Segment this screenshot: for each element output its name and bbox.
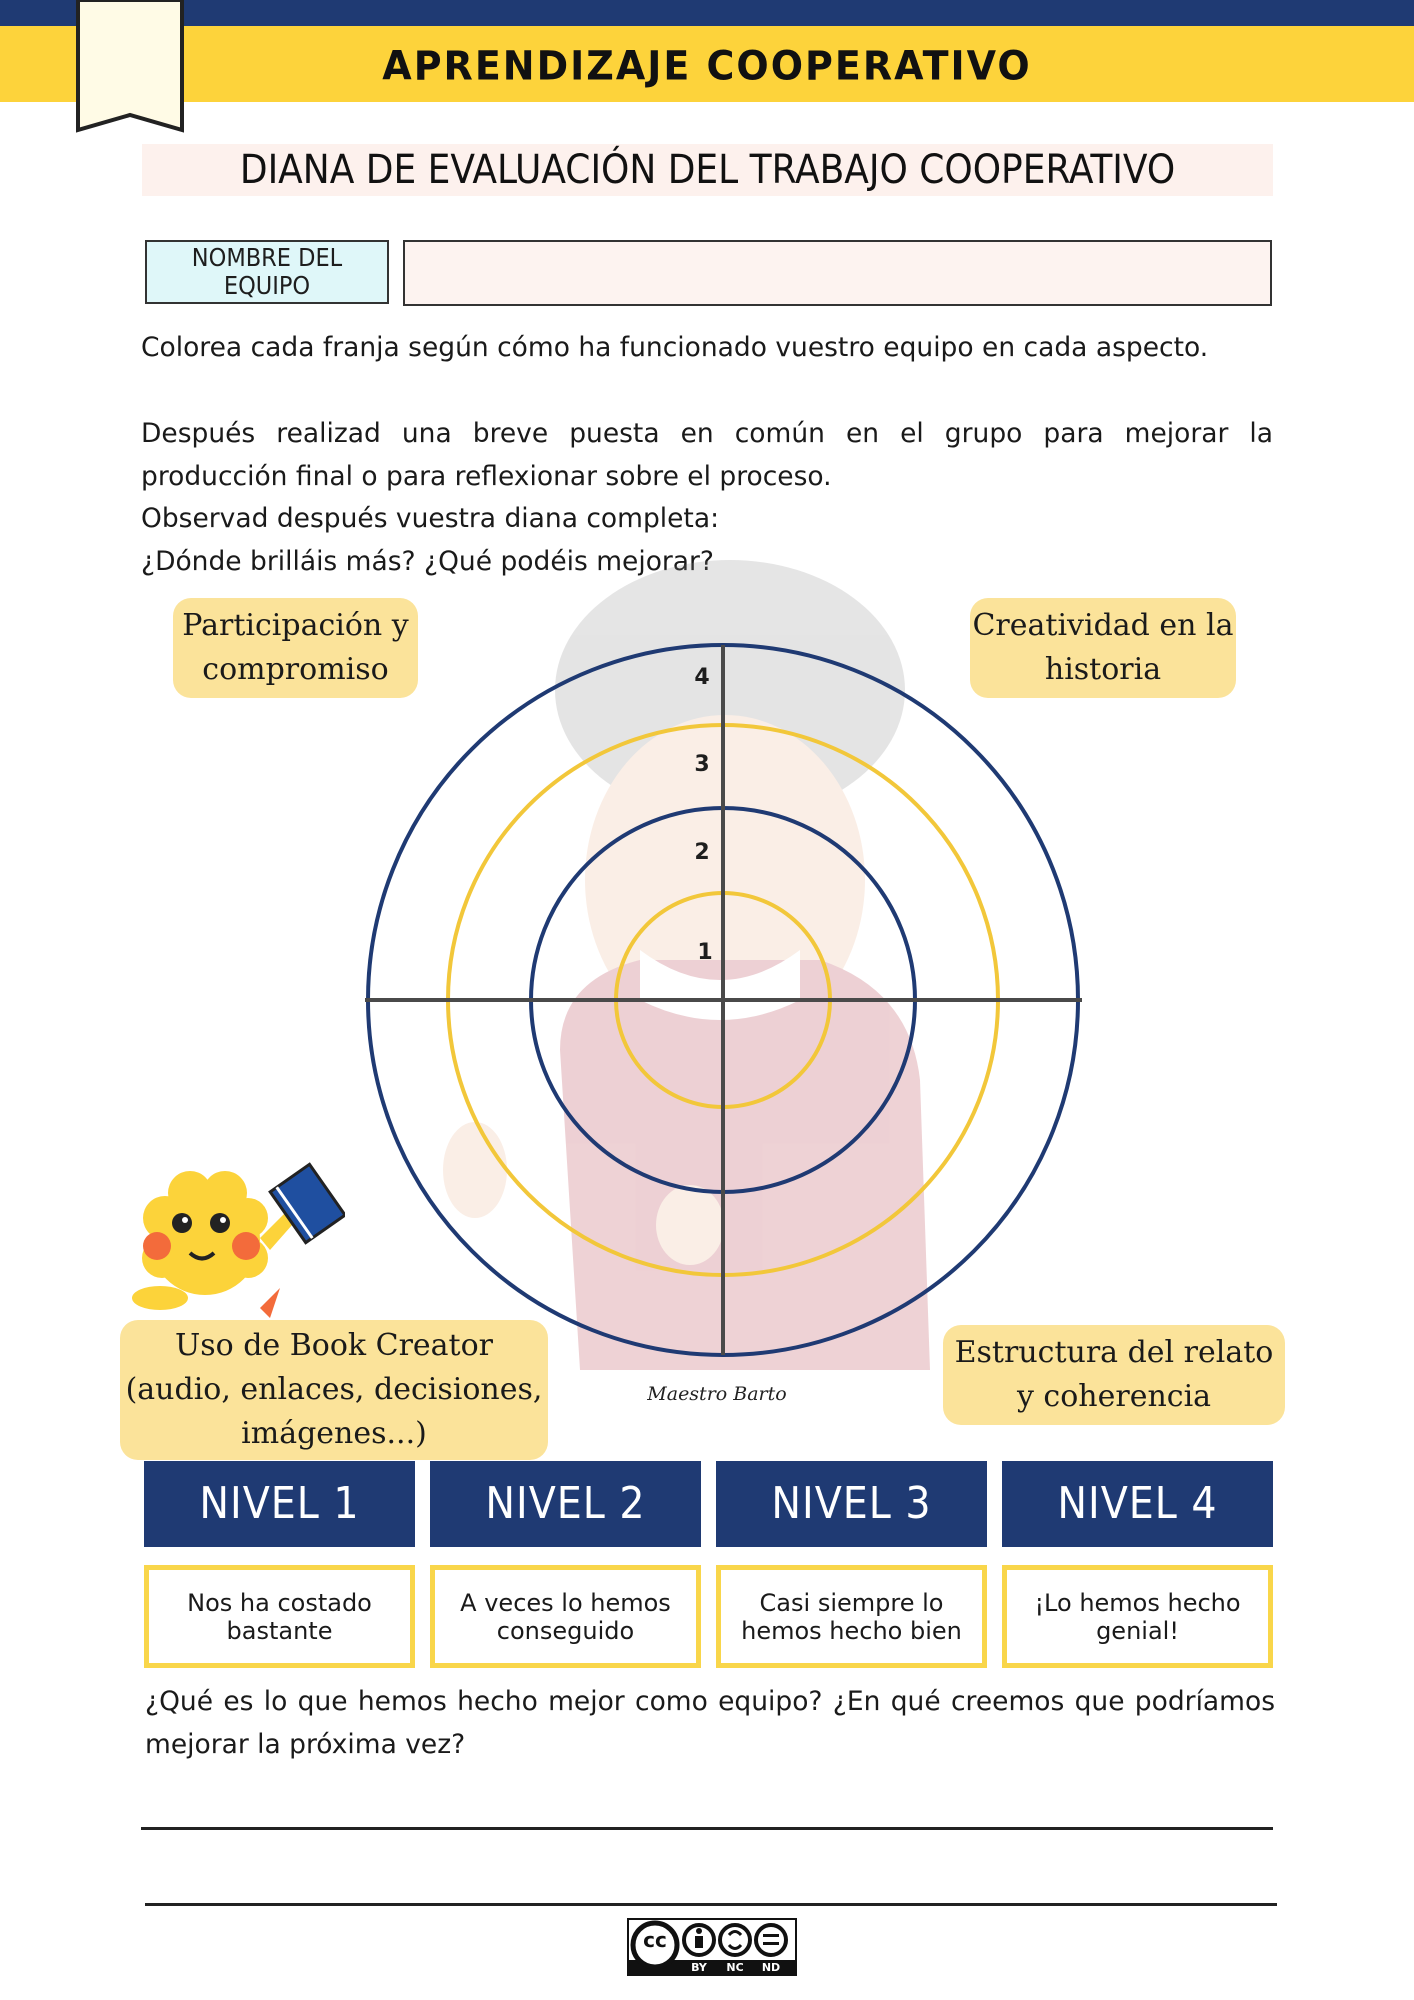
answer-line-1 bbox=[141, 1827, 1273, 1830]
header-title: APRENDIZAJE COOPERATIVO bbox=[382, 42, 1032, 90]
level-3-description: Casi siempre lo hemos hecho bien bbox=[716, 1565, 987, 1668]
team-name-label: NOMBRE DEL EQUIPO bbox=[145, 240, 389, 304]
ring-number-2: 2 bbox=[694, 840, 710, 865]
quadrant-label-book-creator: Uso de Book Creator (audio, enlaces, decisiones, imágenes...) bbox=[120, 1320, 548, 1460]
instruction-paragraph-3: Observad después vuestra diana completa: bbox=[141, 503, 719, 534]
quadrant-label-creativity: Creatividad en la historia bbox=[970, 598, 1236, 698]
instruction-paragraph-1: Colorea cada franja según cómo ha funcionado vuestro equipo en cada aspecto. bbox=[141, 332, 1209, 363]
page-title: DIANA DE EVALUACIÓN DEL TRABAJO COOPERATIVO bbox=[239, 147, 1176, 193]
cc-nc-label: NC bbox=[726, 1961, 744, 1974]
quadrant-label-participation: Participación y compromiso bbox=[173, 598, 418, 698]
ring-number-4: 4 bbox=[694, 665, 710, 690]
quadrant-label-structure: Estructura del relato y coherencia bbox=[943, 1325, 1285, 1425]
instruction-paragraph-4: ¿Dónde brilláis más? ¿Qué podéis mejorar? bbox=[141, 546, 714, 577]
ring-number-3: 3 bbox=[694, 752, 710, 777]
cc-license-badge bbox=[627, 1918, 797, 1976]
reflection-question: ¿Qué es lo que hemos hecho mejor como equipo? ¿En qué creemos que podríamos mejorar la próxima vez? bbox=[145, 1686, 1275, 1760]
teacher-avatar-watermark-icon bbox=[443, 560, 930, 1370]
ring-number-1: 1 bbox=[697, 940, 713, 965]
mascot-with-book-icon bbox=[120, 1158, 345, 1328]
cc-badge-text: cc bbox=[643, 1928, 667, 1952]
header-navy-bar bbox=[0, 0, 1414, 26]
cc-by-label: BY bbox=[691, 1961, 707, 1974]
level-4-header: NIVEL 4 bbox=[1002, 1461, 1273, 1547]
level-3-header: NIVEL 3 bbox=[716, 1461, 987, 1547]
level-1-description: Nos ha costado bastante bbox=[144, 1565, 415, 1668]
team-name-field[interactable] bbox=[403, 240, 1272, 306]
instruction-paragraph-2: Después realizad una breve puesta en común en el grupo para mejorar la producción final o para reflexionar sobre el proceso. bbox=[141, 418, 1273, 492]
level-4-description: ¡Lo hemos hecho genial! bbox=[1002, 1565, 1273, 1668]
bookmark-ribbon-icon bbox=[75, 0, 185, 135]
level-2-header: NIVEL 2 bbox=[430, 1461, 701, 1547]
cc-nd-label: ND bbox=[761, 1961, 781, 1974]
answer-line-2 bbox=[145, 1903, 1277, 1906]
level-1-header: NIVEL 1 bbox=[144, 1461, 415, 1547]
level-2-description: A veces lo hemos conseguido bbox=[430, 1565, 701, 1668]
reflection-answer-field[interactable] bbox=[141, 1782, 1273, 1822]
credit-signature: Maestro Barto bbox=[647, 1383, 787, 1405]
